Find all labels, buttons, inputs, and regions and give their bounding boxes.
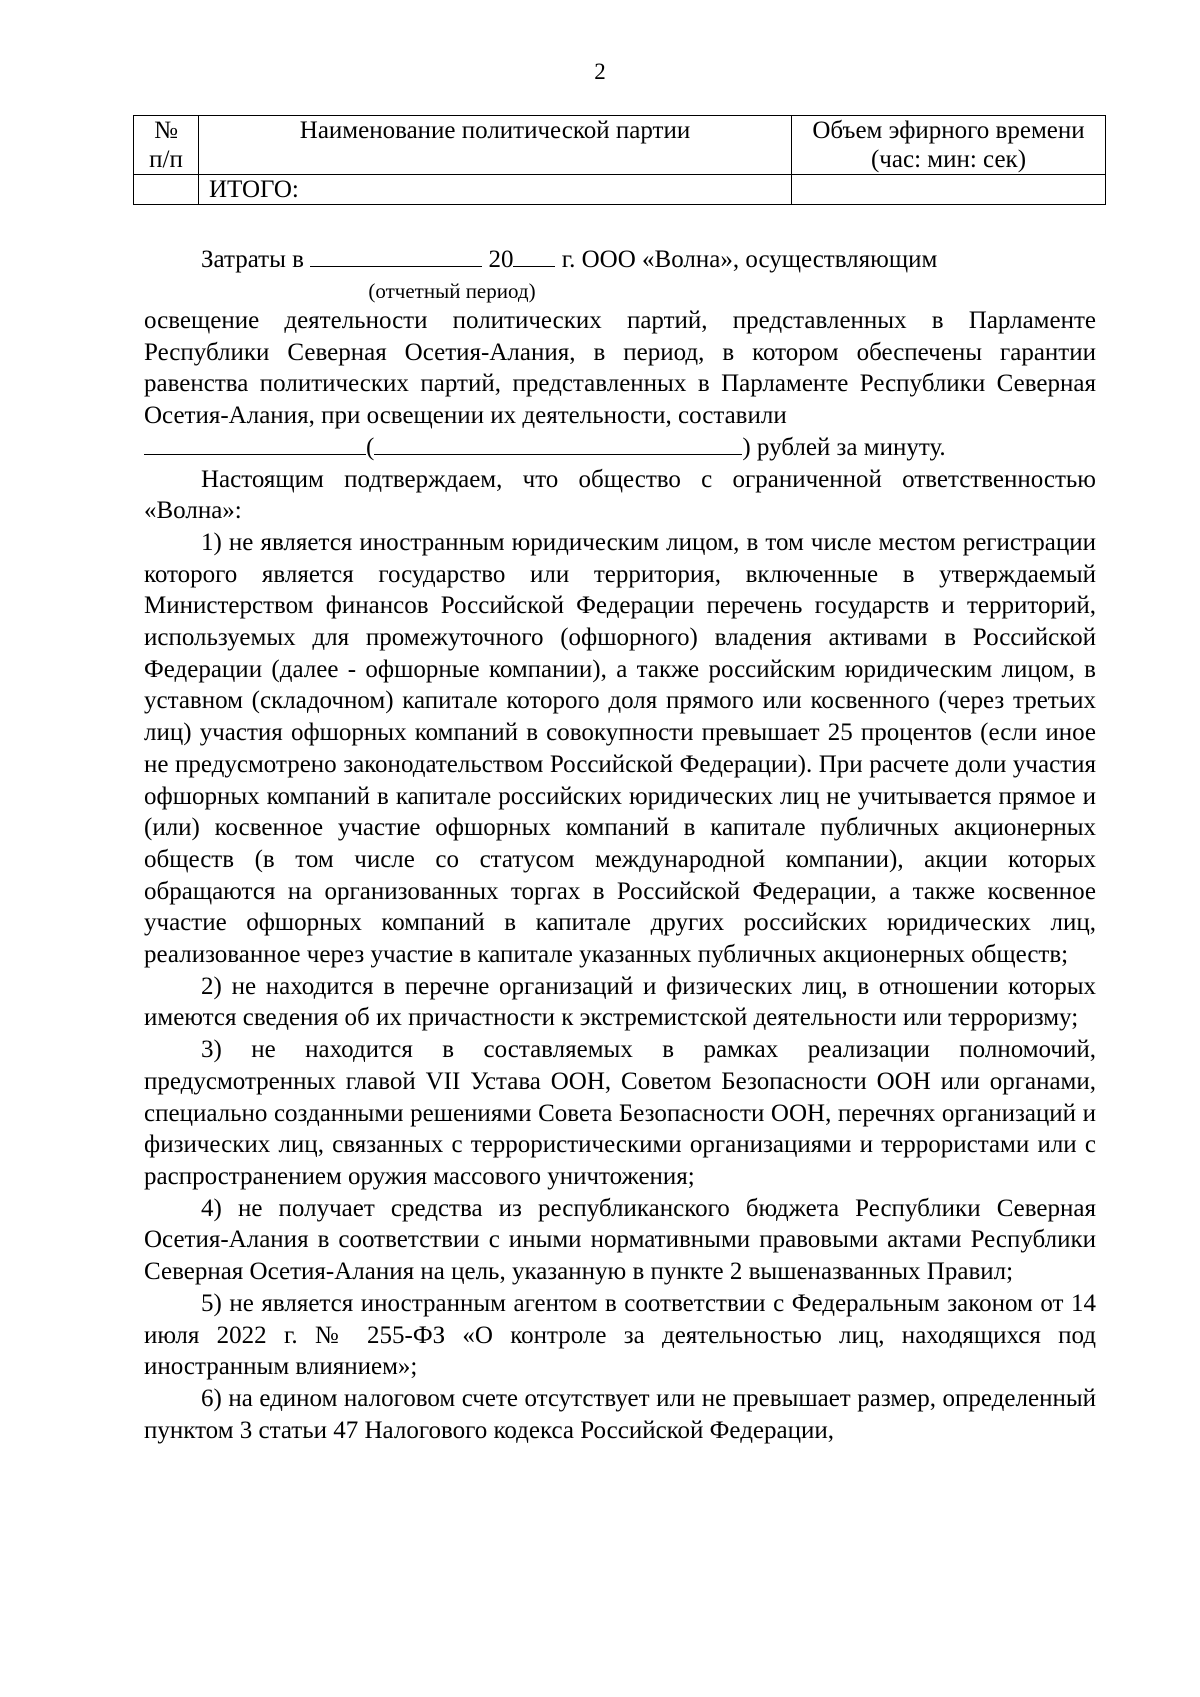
rate-suffix: ) рублей за минуту. [742,433,946,461]
rate-words-blank [374,432,742,455]
header-airtime-units: (час: мин: сек) [870,146,1027,173]
page-number: 2 [594,59,606,84]
header-party-name: Наименование политической партии [199,116,792,175]
confirmation-item-6: 6) на едином налоговом счете отсутствует или не превышает размер, определенный пунктом 3 статьи 47 Налогового кодекса Российской Федерации, [144,1384,1096,1444]
parties-airtime-table [133,115,1106,205]
period-caption: (отчетный период) [368,279,536,303]
costs-heading-line [144,244,1096,276]
confirmation-item-4: 4) не получает средства из республиканского бюджета Республики Северная Осетия-Алания в соответствии с иными нормативными правовыми актами Республики Северная Осетия-Алания на цель, указанную в пункте 2 вышеназванных Правил; [144,1194,1096,1286]
table-total-row [134,175,1106,205]
costs-suffix: г. ООО «Волна», осуществляющим [561,246,938,273]
year-prefix: 20 [488,246,514,273]
rate-line [144,432,1096,464]
total-airtime-cell [792,175,1106,205]
document-body [144,305,1096,1446]
confirmation-item-1: 1) не является иностранным юридическим лицом, в том числе местом регистрации которого является государство или территория, включенные в утверждаемый Министерством финансов Российской Федерации перечень государств и территорий, используемых для промежуточного (офшорного) владения активами в Российской Федерации (далее - офшорные компании), а также российским юридическим лицом, в уставном (складочном) капитале которого доля прямого или косвенного (через третьих лиц) участия офшорных компаний в совокупности превышает 25 процентов (если иное не предусмотрено законодательством Российской Федерации). При расчете доли участия офшорных компаний в капитале российских юридических лиц не учитывается прямое и (или) косвенное участие офшорных компаний в капитале публичных акционерных обществ (в том числе со статусом международной компании), акции которых обращаются на организованных торгах в Российской Федерации, а также косвенное участие офшорных компаний в капитале других российских юридических лиц, реализованное через участие в капитале указанных публичных акционерных обществ; [144,528,1096,969]
confirmation-item-2: 2) не находится в перечне организаций и физических лиц, в отношении которых имеются сведения об их причастности к экстремистской деятельности или терроризму; [144,972,1096,1032]
header-airtime-title: Объем эфирного времени [812,117,1085,144]
header-airtime [792,116,1106,175]
costs-body: освещение деятельности политических партий, представленных в Парламенте Республики Северная Осетия-Алания, в период, в котором обеспечены гарантии равенства политических партий, представленных в Парламенте Республики Северная Осетия-Алания, при освещении их деятельности, составили [144,307,1096,430]
confirmation-item-3: 3) не находится в составляемых в рамках реализации полномочий, предусмотренных главой VII Устава ООН, Советом Безопасности ООН или органами, специально созданными решениями Совета Безопасности ООН, перечнях организаций и физических лиц, связанных с террористическими организациями и террористами или с распространением оружия массового уничтожения; [144,1036,1096,1190]
total-number-cell [134,175,199,205]
header-number [134,116,199,175]
rate-amount-blank [144,432,366,455]
costs-prefix: Затраты в [201,246,304,273]
table-header-row [134,116,1106,175]
rate-open-paren: ( [366,433,375,461]
header-number-symbol: № [154,117,178,144]
period-blank [310,244,482,267]
year-blank [513,244,555,267]
total-label: ИТОГО: [199,175,792,205]
confirmation-intro: Настоящим подтверждаем, что общество с ограниченной ответственностью «Волна»: [144,465,1096,525]
header-number-abbr: п/п [149,146,183,173]
confirmation-item-5: 5) не является иностранным агентом в соответствии с Федеральным законом от 14 июля 2022 г. № 255-ФЗ «О контроле за деятельностью лиц, находящихся под иностранным влиянием»; [144,1289,1096,1381]
